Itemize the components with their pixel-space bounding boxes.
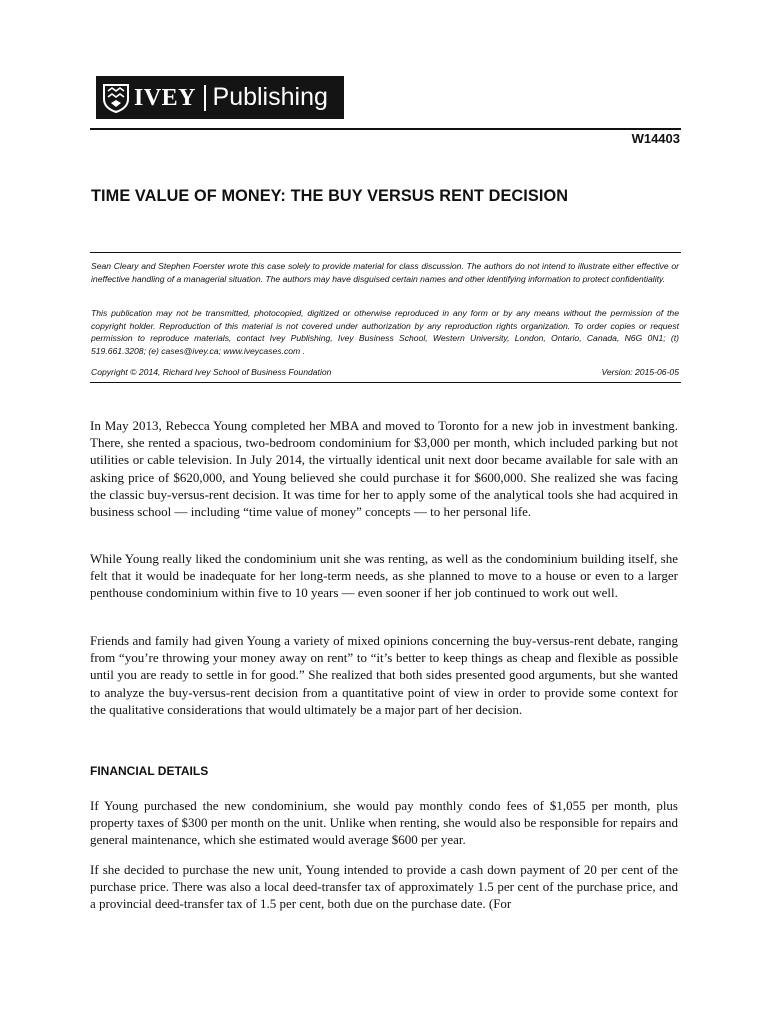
disclaimer-top-rule — [90, 252, 681, 253]
document-title: TIME VALUE OF MONEY: THE BUY VERSUS RENT DECISION — [91, 187, 569, 205]
body-paragraph: If she decided to purchase the new unit, Young intended to provide a cash down payment of 20 per cent of the purchase price. There was also a local deed-transfer tax of approximately 1.5 per cent of the purchase price, and a provincial deed-transfer tax of 1.5 per cent, both due on the purchase date. (For — [90, 862, 678, 912]
case-number: W14403 — [631, 131, 680, 146]
body-paragraph: While Young really liked the condominium unit she was renting, as well as the condominium building itself, she felt that it would be inadequate for her long-term needs, as she planned to move to a house or even to a larger penthouse condominium within five to 10 years — even sooner if her job continued to work out well. — [90, 551, 678, 601]
header-rule — [90, 128, 681, 130]
copyright-row — [91, 367, 679, 377]
authors-disclaimer: Sean Cleary and Stephen Foerster wrote this case solely to provide material for class discussion. The authors do not intend to illustrate either effective or ineffective handling of a managerial situation. The authors may have disguised certain names and other identifying information to protect confidentiality. — [91, 261, 679, 284]
logo-divider — [204, 85, 206, 111]
version-text: Version: 2015-06-05 — [601, 367, 679, 377]
ivey-publishing-logo — [96, 76, 344, 119]
logo-publishing-word: Publishing — [212, 83, 328, 111]
permission-notice: This publication may not be transmitted, photocopied, digitized or otherwise reproduced in any form or by any means without the permission of the copyright holder. Reproduction of this material is not covered under authorization by any reproduction rights organization. To order copies or request permission to reproduce materials, contact Ivey Publishing, Ivey Business School, Western University, London, Ontario, Canada, N6G 0N1; (t) 519.661.3208; (e) cases@ivey.ca; www.iveycases.com . — [91, 308, 679, 356]
section-heading: FINANCIAL DETAILS — [90, 764, 209, 778]
crest-icon — [102, 83, 130, 113]
logo-ivey-word: IVEY — [134, 84, 197, 111]
body-paragraph: In May 2013, Rebecca Young completed her MBA and moved to Toronto for a new job in investment banking. There, she rented a spacious, two-bedroom condominium for $3,000 per month, which included parking but not utilities or cable television. In July 2014, the virtually identical unit next door became available for sale with an asking price of $620,000, and Young believed she could purchase it for $600,000. She realized she was facing the classic buy-versus-rent decision. It was time for her to apply some of the analytical tools she had acquired in business school — including “time value of money” concepts — to her personal life. — [90, 418, 678, 520]
body-paragraph: If Young purchased the new condominium, she would pay monthly condo fees of $1,055 per month, plus property taxes of $300 per month on the unit. Unlike when renting, she would also be responsible for repairs and general maintenance, which she estimated would average $600 per year. — [90, 798, 678, 848]
copyright-text: Copyright © 2014, Richard Ivey School of Business Foundation — [91, 367, 332, 377]
disclaimer-bottom-rule — [90, 382, 681, 383]
body-paragraph: Friends and family had given Young a variety of mixed opinions concerning the buy-versus-rent debate, ranging from “you’re throwing your money away on rent” to “it’s better to keep things as cheap and flexible as possible until you are ready to settle in for good.” She realized that both sides presented good arguments, but she wanted to analyze the buy-versus-rent decision from a quantitative point of view in order to provide some context for the qualitative considerations that would ultimately be a major part of her decision. — [90, 633, 678, 717]
